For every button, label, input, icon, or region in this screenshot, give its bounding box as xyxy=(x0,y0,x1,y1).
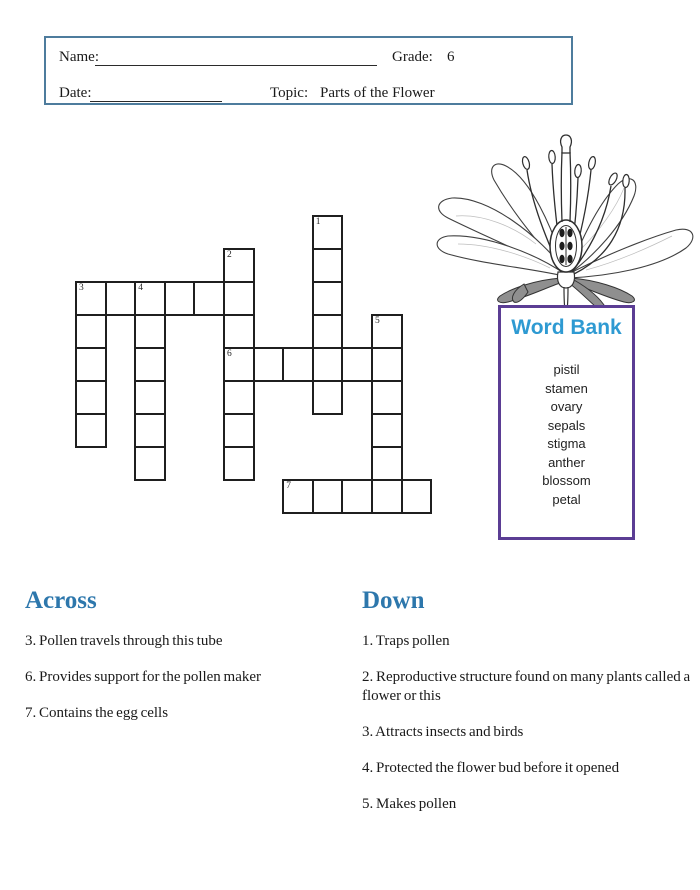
word-bank-title: Word Bank xyxy=(511,316,622,339)
crossword-cell xyxy=(312,479,344,514)
crossword-cell xyxy=(312,314,344,349)
crossword-cell xyxy=(134,413,166,448)
crossword-cell xyxy=(312,281,344,316)
crossword-cell xyxy=(282,479,314,514)
crossword-cell xyxy=(223,248,255,283)
across-section xyxy=(25,586,335,740)
crossword-cell xyxy=(312,215,344,250)
cell-number: 3 xyxy=(79,283,84,293)
crossword-cell xyxy=(75,380,107,415)
crossword-cell xyxy=(371,479,403,514)
name-label: Name: xyxy=(59,49,99,65)
word-bank xyxy=(498,305,635,540)
cell-number: 4 xyxy=(138,283,143,293)
crossword-cell xyxy=(223,380,255,415)
crossword-cell xyxy=(134,446,166,481)
flower-stigma xyxy=(561,135,572,153)
crossword-cell xyxy=(75,347,107,382)
flower-ovary xyxy=(550,220,582,272)
crossword-cell xyxy=(371,413,403,448)
across-heading: Across xyxy=(25,587,97,614)
cell-number: 1 xyxy=(315,217,321,227)
clue-item: 6. Provides support for the pollen maker xyxy=(25,669,262,685)
clue-item: 3. Pollen travels through this tube xyxy=(25,633,223,649)
word-bank-word: petal xyxy=(552,491,581,507)
word-bank-word: stamen xyxy=(545,380,588,396)
word-bank-word: ovary xyxy=(550,399,583,414)
word-bank-list xyxy=(501,361,632,509)
crossword-cell xyxy=(371,347,403,382)
crossword-cell xyxy=(341,479,373,514)
topic-label: Topic: xyxy=(270,85,309,101)
crossword-cell xyxy=(341,347,373,382)
cell-number: 5 xyxy=(375,316,380,326)
name-underline xyxy=(95,49,377,66)
crossword-cell xyxy=(134,380,166,415)
crossword-cell xyxy=(223,314,255,349)
across-clue-list xyxy=(25,632,335,723)
crossword-cell xyxy=(253,347,285,382)
crossword-cell xyxy=(75,413,107,448)
down-clue-list xyxy=(362,632,692,814)
date-label: Date: xyxy=(59,85,92,101)
crossword-cell xyxy=(134,281,166,316)
clue-item: 5. Makes pollen xyxy=(362,796,457,812)
word-bank-word: pistil xyxy=(553,362,580,377)
flower-receptacle xyxy=(557,272,574,288)
clue-item: 7. Contains the egg cells xyxy=(25,705,169,721)
cell-number: 7 xyxy=(286,481,291,491)
crossword-cell xyxy=(134,314,166,349)
cell-number: 2 xyxy=(227,250,232,260)
crossword-cell xyxy=(193,281,225,316)
word-bank-word: stigma xyxy=(547,436,586,451)
header-box xyxy=(44,36,573,105)
clue-item: 4. Protected the flower bud before it opened xyxy=(362,760,620,776)
grade-label: Grade: xyxy=(392,49,433,65)
flower-style xyxy=(561,152,571,222)
down-heading: Down xyxy=(362,587,425,614)
crossword-cell xyxy=(223,347,255,382)
crossword-cell xyxy=(371,314,403,349)
word-bank-word: sepals xyxy=(547,417,586,433)
clue-item: 1. Traps pollen xyxy=(362,633,450,649)
word-bank-word: anther xyxy=(548,454,585,470)
crossword-cell xyxy=(282,347,314,382)
crossword-cell xyxy=(75,281,107,316)
date-underline xyxy=(90,85,222,102)
crossword-cell xyxy=(164,281,196,316)
crossword-cell xyxy=(105,281,137,316)
cell-number: 6 xyxy=(227,349,232,359)
clue-item: 2. Reproductive structure found on many plants called a flower or this xyxy=(362,669,691,704)
topic-value: Parts of the Flower xyxy=(320,85,435,101)
crossword-cell xyxy=(312,347,344,382)
crossword-cell xyxy=(312,248,344,283)
crossword-cell xyxy=(223,446,255,481)
crossword-cell xyxy=(371,446,403,481)
crossword-cell xyxy=(401,479,433,514)
crossword-cell xyxy=(223,413,255,448)
crossword-grid xyxy=(75,215,435,515)
crossword-cell xyxy=(371,380,403,415)
crossword-cell xyxy=(134,347,166,382)
flower-illustration xyxy=(428,126,700,310)
word-bank-word: blossom xyxy=(542,473,591,488)
down-section xyxy=(362,586,692,831)
clue-item: 3. Attracts insects and birds xyxy=(362,724,524,740)
crossword-cell xyxy=(312,380,344,415)
crossword-cell xyxy=(223,281,255,316)
crossword-cell xyxy=(75,314,107,349)
grade-value: 6 xyxy=(447,49,455,65)
